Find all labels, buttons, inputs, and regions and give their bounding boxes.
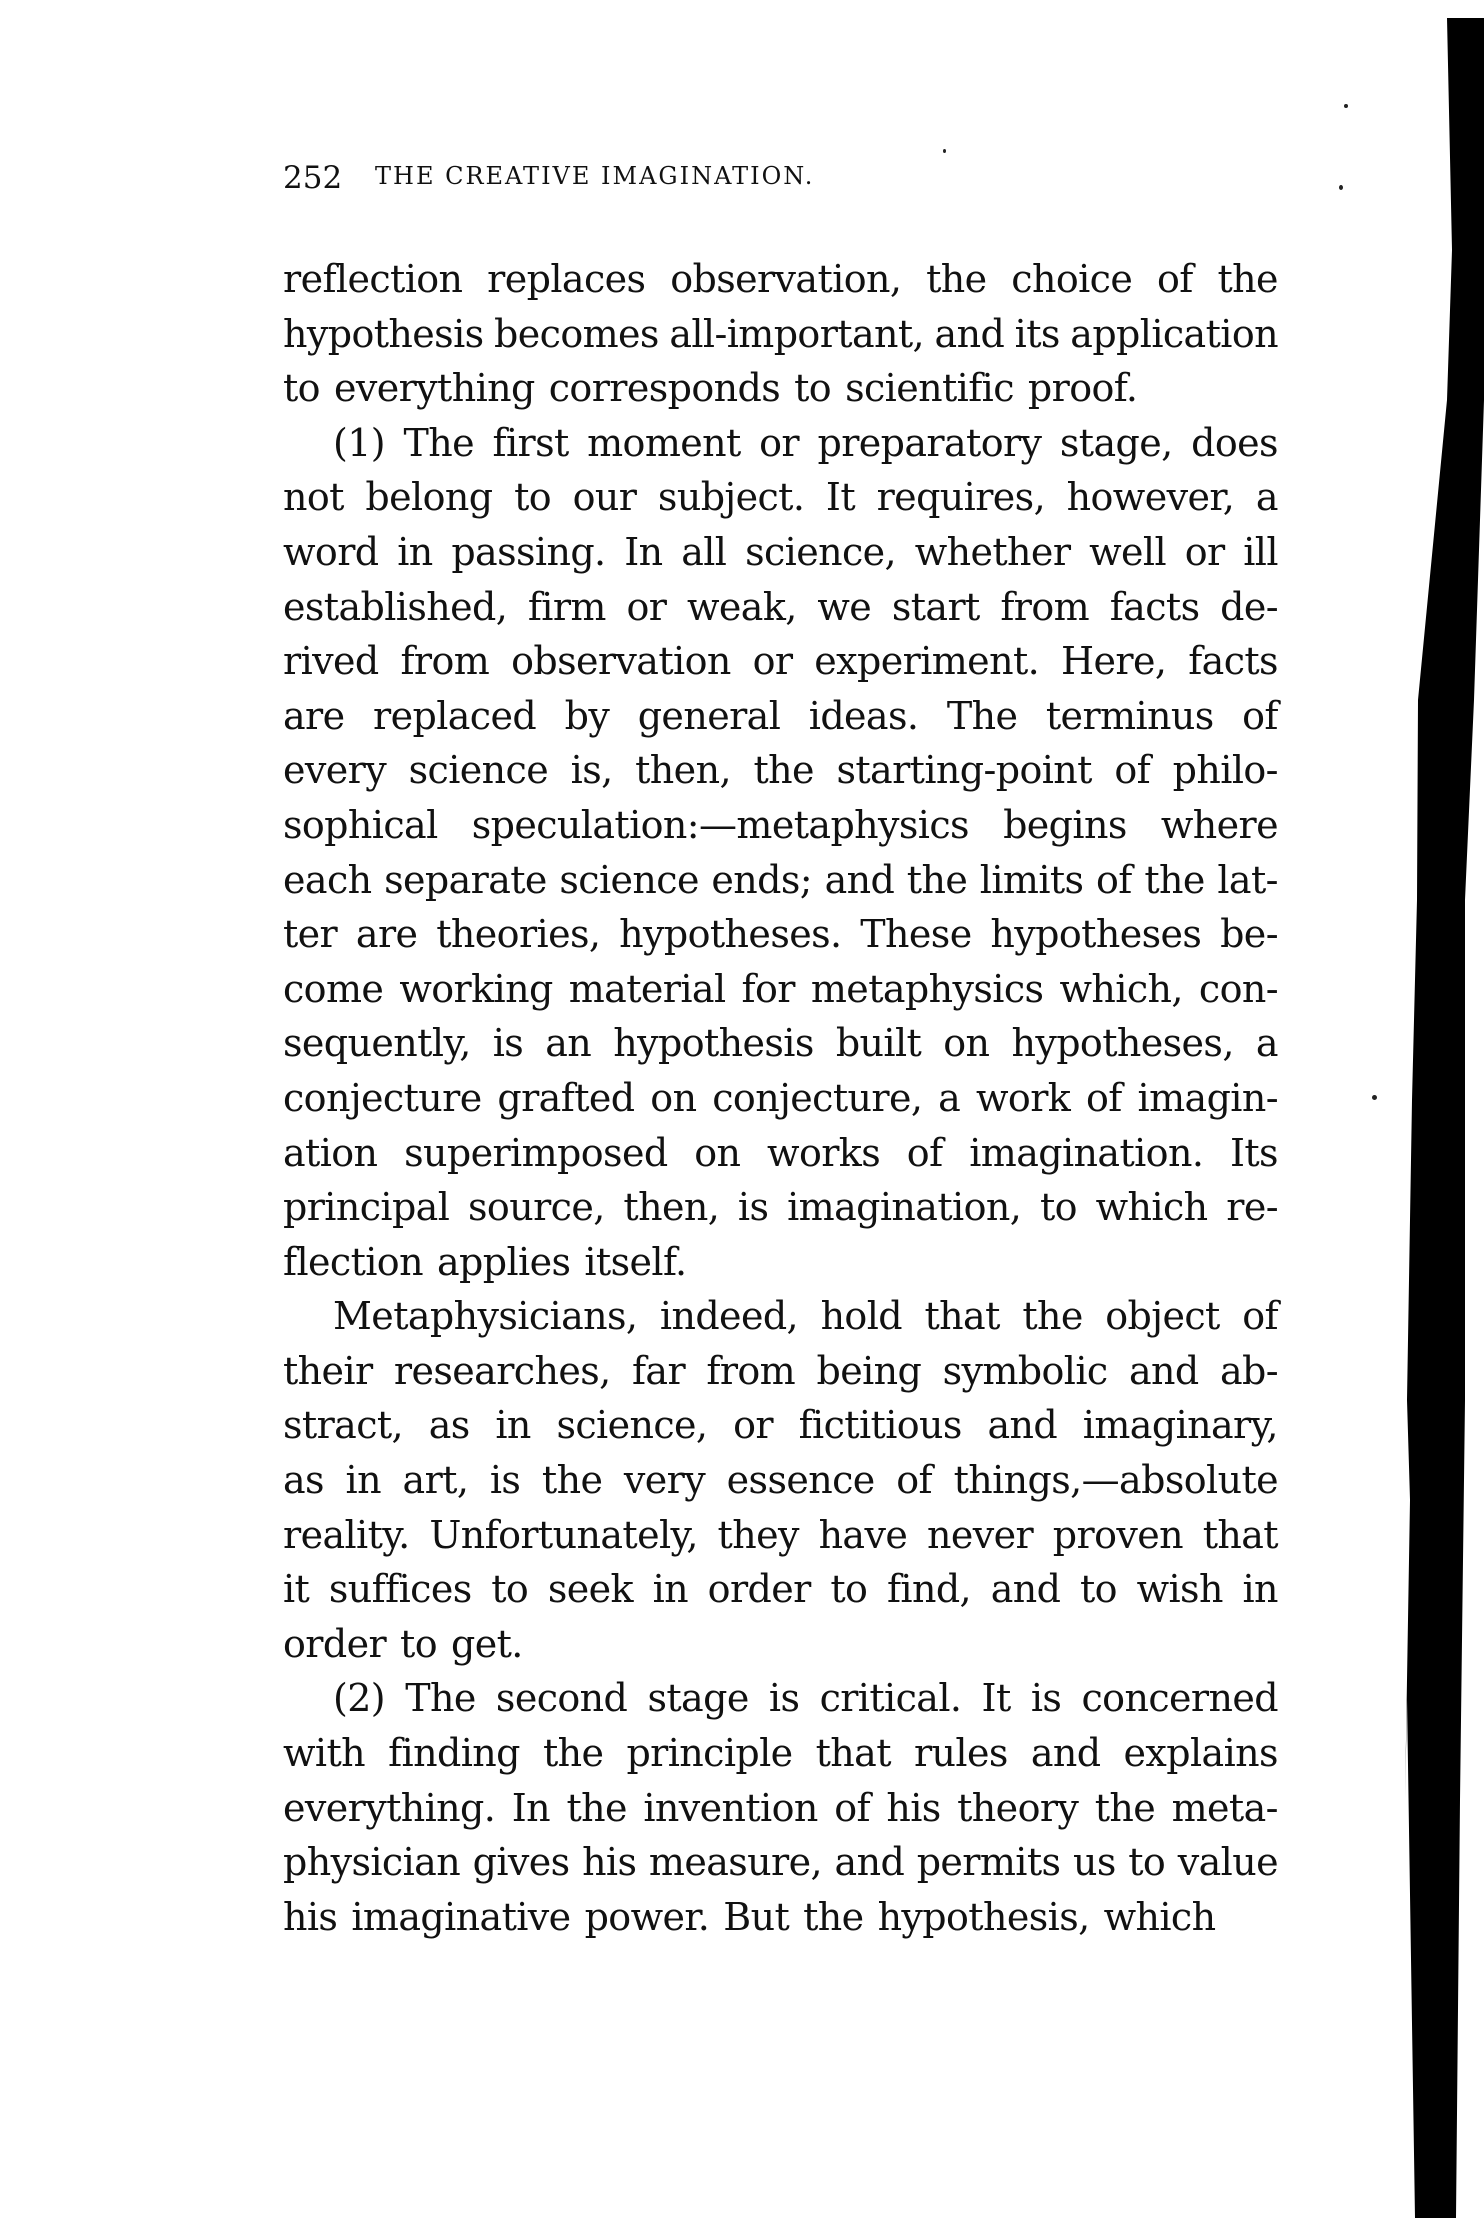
word: lat- xyxy=(1217,857,1278,902)
word: or xyxy=(733,1403,773,1448)
word: have xyxy=(818,1512,908,1557)
text-line xyxy=(283,1508,1278,1563)
word: is, xyxy=(570,748,613,793)
word: imaginary, xyxy=(1082,1403,1278,1448)
word: or xyxy=(1184,529,1225,574)
word: science, xyxy=(745,529,897,574)
text-line xyxy=(283,525,1278,580)
word: then, xyxy=(635,748,731,793)
word: symbolic xyxy=(942,1348,1108,1393)
word: facts xyxy=(1188,639,1278,684)
word: does xyxy=(1191,420,1278,465)
word: all-important, xyxy=(669,311,925,356)
word: for xyxy=(741,966,795,1011)
word: its xyxy=(1014,311,1060,356)
word: of xyxy=(1085,1075,1122,1120)
word: and xyxy=(990,1567,1061,1612)
word: critical. xyxy=(819,1676,962,1721)
word: object xyxy=(1105,1294,1220,1339)
word: gives xyxy=(472,1840,570,1885)
word: indeed, xyxy=(659,1294,799,1339)
text-line xyxy=(283,1398,1278,1453)
word: they xyxy=(717,1512,799,1557)
word: our xyxy=(572,475,637,520)
word: on xyxy=(694,1130,741,1175)
word: separate xyxy=(384,857,547,902)
word: general xyxy=(637,693,781,738)
word: the xyxy=(906,857,968,902)
word: hold xyxy=(820,1294,902,1339)
scan-speck xyxy=(1339,185,1343,190)
word: But xyxy=(723,1894,790,1939)
text-line xyxy=(283,1781,1278,1836)
word: facts xyxy=(1109,584,1200,629)
word: observation, xyxy=(670,257,902,301)
word: firm xyxy=(527,584,606,629)
word: belong xyxy=(365,475,493,520)
word: hypotheses. xyxy=(619,912,842,957)
word: very xyxy=(623,1458,706,1503)
text-line xyxy=(283,1289,1278,1344)
word: in xyxy=(495,1403,531,1448)
word: re- xyxy=(1226,1185,1278,1230)
word: find, xyxy=(886,1567,972,1612)
word: meta- xyxy=(1171,1785,1278,1830)
word: con- xyxy=(1198,966,1278,1011)
word: researches, xyxy=(393,1348,611,1393)
word: to xyxy=(1039,1185,1077,1230)
word: of xyxy=(1114,748,1151,793)
word: application xyxy=(1070,311,1278,356)
word: reflection xyxy=(283,257,463,301)
word: explains xyxy=(1123,1731,1278,1776)
word: essence xyxy=(726,1458,875,1503)
word: and xyxy=(1030,1731,1101,1776)
word: ter xyxy=(283,912,338,957)
word: grafted xyxy=(497,1075,635,1120)
text-line xyxy=(283,1671,1278,1726)
word: The xyxy=(946,693,1018,738)
word: it xyxy=(283,1567,310,1612)
word: requires, xyxy=(876,475,1046,520)
word: the xyxy=(926,257,987,301)
text-line xyxy=(283,1180,1278,1235)
text-line xyxy=(283,580,1278,635)
word: order xyxy=(707,1567,811,1612)
text-line xyxy=(283,962,1278,1017)
word: stage, xyxy=(1059,420,1173,465)
word: weak, xyxy=(686,584,797,629)
word: or xyxy=(626,584,667,629)
word: flection xyxy=(283,1239,423,1284)
word: or xyxy=(752,639,793,684)
word: theory xyxy=(957,1785,1079,1830)
word: as xyxy=(283,1458,324,1503)
word: get. xyxy=(450,1621,523,1666)
word: of xyxy=(1242,1294,1278,1339)
word: measure, xyxy=(648,1840,822,1885)
word: Unfortunately, xyxy=(429,1512,698,1557)
word: to xyxy=(400,1621,437,1666)
word: everything xyxy=(333,366,535,411)
word: of xyxy=(1242,693,1278,738)
word: an xyxy=(545,1021,592,1066)
text-line xyxy=(283,1126,1278,1181)
word: passing. xyxy=(451,529,606,574)
text-line xyxy=(283,1726,1278,1781)
scan-speck xyxy=(1372,1095,1377,1100)
word: not xyxy=(283,475,344,520)
word: imagination, xyxy=(787,1185,1022,1230)
word: speculation:—metaphysics xyxy=(471,802,969,847)
word: is xyxy=(737,1185,769,1230)
word: reality. xyxy=(283,1512,410,1557)
word: whether xyxy=(914,529,1071,574)
word: his xyxy=(283,1894,338,1939)
word: word xyxy=(283,529,379,574)
word: on xyxy=(650,1075,697,1120)
word: imaginative xyxy=(351,1894,571,1939)
word: established, xyxy=(283,584,508,629)
word: suffices xyxy=(328,1567,472,1612)
scan-speck xyxy=(943,149,946,153)
word: hypothesis xyxy=(613,1021,814,1066)
word: the xyxy=(1094,1785,1156,1830)
word: Metaphysicians, xyxy=(333,1294,638,1339)
word: These xyxy=(860,912,972,957)
word: philo- xyxy=(1172,748,1278,793)
word: a xyxy=(1255,475,1278,520)
word: superimposed xyxy=(404,1130,668,1175)
word: from xyxy=(1000,584,1090,629)
word: a xyxy=(1255,1021,1278,1066)
word: begins xyxy=(1003,802,1127,847)
word: limits xyxy=(979,857,1084,902)
word: scientific xyxy=(845,366,1014,411)
word: The xyxy=(403,420,475,465)
word: well xyxy=(1089,529,1166,574)
word: The xyxy=(405,1676,476,1721)
word: to xyxy=(283,366,320,411)
word: power. xyxy=(584,1894,710,1939)
word: sequently, xyxy=(283,1021,471,1066)
paragraph xyxy=(283,1671,1278,1944)
word: far xyxy=(631,1348,686,1393)
word: where xyxy=(1160,802,1278,847)
word: art, xyxy=(402,1458,469,1503)
paragraph xyxy=(283,252,1278,416)
word: preparatory xyxy=(817,420,1042,465)
page-number: 252 xyxy=(283,160,343,196)
word: then, xyxy=(623,1185,720,1230)
word: value xyxy=(1177,1840,1278,1885)
word: and xyxy=(934,311,1005,356)
word: ends; xyxy=(711,857,813,902)
word: the xyxy=(1217,257,1278,301)
text-line xyxy=(283,907,1278,962)
word: the xyxy=(542,1731,604,1776)
word: sophical xyxy=(283,802,438,847)
word: In xyxy=(624,529,663,574)
word: stract, xyxy=(283,1403,404,1448)
word: corresponds xyxy=(548,366,781,411)
word: hypothesis, xyxy=(877,1894,1090,1939)
word: science xyxy=(408,748,549,793)
word: all xyxy=(681,529,727,574)
word: of xyxy=(1156,257,1193,301)
word: choice xyxy=(1011,257,1133,301)
word: the xyxy=(566,1785,627,1830)
word: starting-point xyxy=(836,748,1092,793)
word: terminus xyxy=(1045,693,1214,738)
word: and xyxy=(1128,1348,1199,1393)
word: come xyxy=(283,966,384,1011)
text-line xyxy=(283,416,1278,471)
word: that xyxy=(924,1294,1000,1339)
text-line xyxy=(283,1617,1278,1672)
word: observation xyxy=(511,639,731,684)
text-line xyxy=(283,470,1278,525)
word: in xyxy=(397,529,433,574)
word: never xyxy=(926,1512,1034,1557)
word: rules xyxy=(913,1731,1008,1776)
word: are xyxy=(283,693,345,738)
word: proven xyxy=(1052,1512,1183,1557)
word: to xyxy=(1079,1567,1117,1612)
word: and xyxy=(834,1840,905,1885)
word: seek xyxy=(547,1567,633,1612)
word: rived xyxy=(283,639,379,684)
word: invention xyxy=(643,1785,818,1830)
word: of xyxy=(834,1785,870,1830)
word: hypotheses xyxy=(990,912,1202,957)
text-line xyxy=(283,1453,1278,1508)
word: proof. xyxy=(1027,366,1138,411)
word: replaced xyxy=(373,693,537,738)
dark-binding-strip xyxy=(1405,18,1484,2218)
word: being xyxy=(816,1348,922,1393)
word: start xyxy=(891,584,980,629)
word: things,—absolute xyxy=(953,1458,1278,1503)
word: stage xyxy=(647,1676,749,1721)
word: however, xyxy=(1066,475,1235,520)
word: science, xyxy=(556,1403,708,1448)
word: physician xyxy=(283,1840,461,1885)
word: to xyxy=(1128,1840,1166,1885)
word: which xyxy=(1103,1894,1216,1939)
word: or xyxy=(759,420,799,465)
word: imagination. xyxy=(969,1130,1204,1175)
text-line xyxy=(283,1235,1278,1290)
word: are xyxy=(355,912,418,957)
word: itself. xyxy=(584,1239,687,1284)
word: that xyxy=(815,1731,891,1776)
word: the xyxy=(1144,857,1205,902)
word: is xyxy=(1030,1676,1062,1721)
paragraph xyxy=(283,1289,1278,1671)
word: permits xyxy=(916,1840,1061,1885)
word: wish xyxy=(1136,1567,1223,1612)
word: works xyxy=(767,1130,881,1175)
text-line xyxy=(283,1890,1278,1945)
word: ill xyxy=(1243,529,1278,574)
text-line xyxy=(283,1562,1278,1617)
word: built xyxy=(835,1021,922,1066)
word: principal xyxy=(283,1185,450,1230)
word: by xyxy=(564,693,610,738)
word: science xyxy=(559,857,699,902)
word: working xyxy=(399,966,553,1011)
word: moment xyxy=(587,420,741,465)
word: their xyxy=(283,1348,373,1393)
word: as xyxy=(428,1403,470,1448)
word: us xyxy=(1072,1840,1116,1885)
word: the xyxy=(753,748,814,793)
word: the xyxy=(541,1458,603,1503)
word: in xyxy=(1242,1567,1278,1612)
text-line xyxy=(283,798,1278,853)
text-line xyxy=(283,1344,1278,1399)
word: that xyxy=(1202,1512,1278,1557)
text-line xyxy=(283,689,1278,744)
word: applies xyxy=(436,1239,571,1284)
word: ation xyxy=(283,1130,378,1175)
word: in xyxy=(345,1458,381,1503)
word: each xyxy=(283,857,372,902)
paragraph xyxy=(283,416,1278,1290)
word: and xyxy=(824,857,895,902)
word: be- xyxy=(1220,912,1278,957)
text-line xyxy=(283,361,1278,416)
word: the xyxy=(1022,1294,1083,1339)
running-header xyxy=(283,160,1278,204)
word: (2) xyxy=(333,1676,386,1721)
word: we xyxy=(817,584,872,629)
word: order xyxy=(283,1621,387,1666)
word: It xyxy=(981,1676,1011,1721)
word: first xyxy=(492,420,569,465)
word: ab- xyxy=(1219,1348,1278,1393)
word: which xyxy=(1095,1185,1208,1230)
word: second xyxy=(495,1676,628,1721)
word: to xyxy=(794,366,832,411)
word: conjecture, xyxy=(712,1075,923,1120)
word: finding xyxy=(388,1731,520,1776)
word: (1) xyxy=(333,420,386,465)
word: de- xyxy=(1220,584,1278,629)
word: Its xyxy=(1229,1130,1278,1175)
word: becomes xyxy=(494,311,659,356)
word: on xyxy=(943,1021,990,1066)
word: source, xyxy=(468,1185,605,1230)
word: theories, xyxy=(436,912,601,957)
word: metaphysics xyxy=(810,966,1044,1011)
word: hypothesis xyxy=(283,311,484,356)
word: is xyxy=(492,1021,524,1066)
scan-speck xyxy=(1344,104,1348,108)
word: his xyxy=(886,1785,941,1830)
word: principle xyxy=(626,1731,793,1776)
word: from xyxy=(706,1348,796,1393)
text-line xyxy=(283,1016,1278,1071)
text-line xyxy=(283,743,1278,798)
text-line xyxy=(283,634,1278,689)
word: in xyxy=(652,1567,689,1612)
word: the xyxy=(803,1894,864,1939)
word: is xyxy=(768,1676,800,1721)
word: subject. xyxy=(657,475,805,520)
word: experiment. xyxy=(814,639,1040,684)
word: of xyxy=(896,1458,933,1503)
word: with xyxy=(283,1731,366,1776)
word: everything. xyxy=(283,1785,496,1830)
word: material xyxy=(568,966,726,1011)
word: ideas. xyxy=(808,693,919,738)
word: is xyxy=(489,1458,521,1503)
word: fictitious xyxy=(798,1403,962,1448)
word: every xyxy=(283,748,387,793)
word: In xyxy=(511,1785,550,1830)
word: from xyxy=(400,639,490,684)
word: of xyxy=(1096,857,1132,902)
body-text xyxy=(283,252,1278,1944)
word: replaces xyxy=(487,257,646,301)
text-line xyxy=(283,252,1278,307)
word: Here, xyxy=(1060,639,1167,684)
text-line xyxy=(283,307,1278,362)
word: conjecture xyxy=(283,1075,482,1120)
word: of xyxy=(906,1130,943,1175)
word: which, xyxy=(1059,966,1183,1011)
word: a xyxy=(938,1075,961,1120)
word: hypotheses, xyxy=(1011,1021,1234,1066)
text-line xyxy=(283,853,1278,908)
word: to xyxy=(514,475,552,520)
word: It xyxy=(825,475,856,520)
word: work xyxy=(975,1075,1071,1120)
word: and xyxy=(987,1403,1058,1448)
text-line xyxy=(283,1835,1278,1890)
word: his xyxy=(582,1840,637,1885)
running-title: THE CREATIVE IMAGINATION. xyxy=(375,162,815,190)
word: to xyxy=(830,1567,868,1612)
word: concerned xyxy=(1081,1676,1278,1721)
word: to xyxy=(491,1567,529,1612)
word: imagin- xyxy=(1137,1075,1278,1120)
text-line xyxy=(283,1071,1278,1126)
